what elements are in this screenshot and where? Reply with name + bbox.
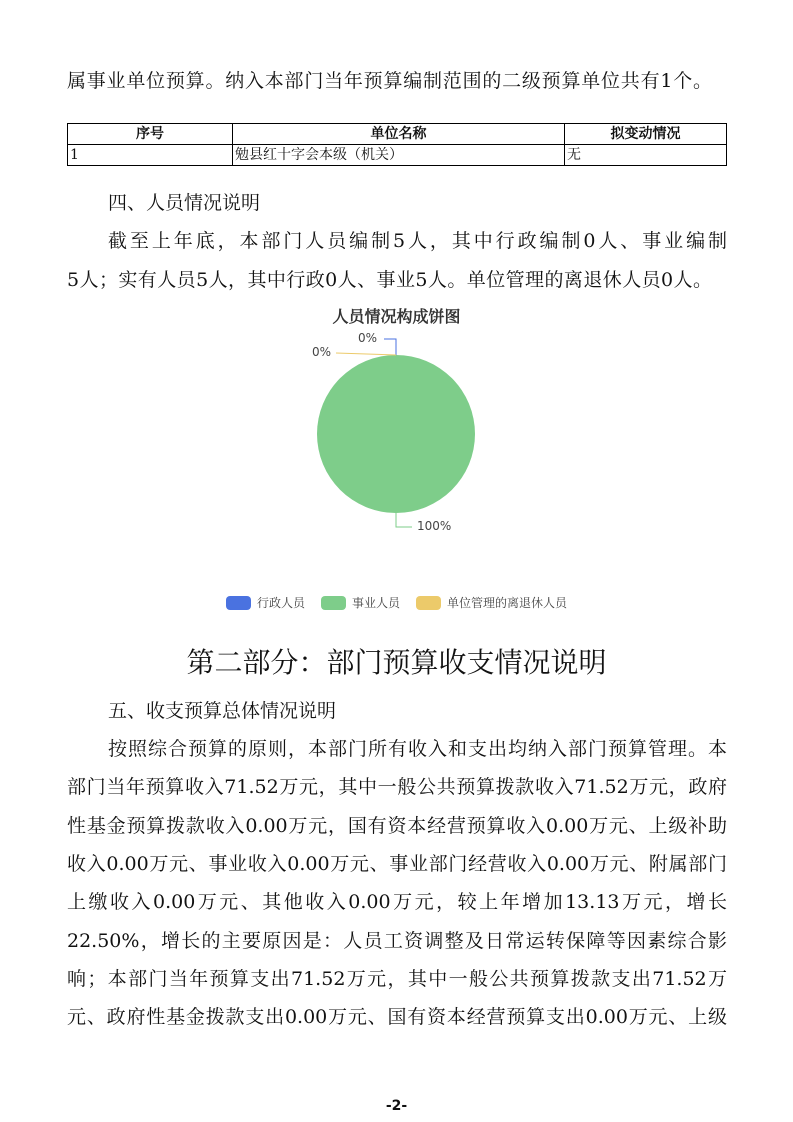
legend-label: 事业人员 (351, 596, 400, 610)
cell-change: 无 (565, 145, 727, 166)
section5-line-6: 22.50%，增长的主要原因是：人员工资调整及日常运转保障等因素综合影 (67, 929, 727, 952)
cell-index: 1 (68, 145, 233, 166)
part2-title: 第二部分：部门预算收支情况说明 (186, 646, 607, 679)
legend-item-admin[interactable] (226, 594, 305, 611)
legend-swatch (416, 596, 441, 610)
header-index: 序号 (68, 124, 233, 145)
page-number: -2- (385, 1098, 408, 1114)
section5-line-4: 收入0.00万元、事业收入0.00万元、事业部门经营收入0.00万元、附属部门 (67, 852, 727, 875)
legend-item-staff[interactable] (321, 594, 400, 611)
legend-swatch (226, 596, 251, 610)
leader-line-retired (336, 353, 396, 355)
cell-unit-name: 勉县红十字会本级（机关） (233, 145, 565, 166)
section5-heading: 五、收支预算总体情况说明 (108, 700, 337, 722)
chart-title: 人员情况构成饼图 (332, 307, 461, 326)
section4-line-2: 5人；实有人员5人，其中行政0人、事业5人。单位管理的离退休人员0人。 (67, 269, 712, 291)
section4-line-1: 截至上年底，本部门人员编制5人，其中行政编制0人、事业编制 (108, 230, 727, 252)
intro-line: 属事业单位预算。纳入本部门当年预算编制范围的二级预算单位共有1个。 (67, 70, 712, 92)
legend-label: 单位管理的离退休人员 (447, 596, 568, 610)
legend-item-retired[interactable] (416, 594, 567, 611)
header-unit-name: 单位名称 (233, 124, 565, 145)
pie-label-retired: 0% (312, 345, 332, 359)
section5-line-7: 响；本部门当年预算支出71.52万元，其中一般公共预算拨款支出71.52万 (67, 967, 727, 990)
pie-label-staff: 100% (417, 519, 452, 533)
section5-line-8: 元、政府性基金拨款支出0.00万元、国有资本经营预算支出0.00万元、上级 (67, 1006, 727, 1029)
section5-line-5: 上缴收入0.00万元、其他收入0.00万元，较上年增加13.13万元，增长 (67, 891, 727, 914)
section5-line-1: 按照综合预算的原则，本部门所有收入和支出均纳入部门预算管理。本 (108, 738, 727, 760)
section5-line-3: 性基金预算拨款收入0.00万元，国有资本经营预算收入0.00万元、上级补助 (67, 814, 727, 837)
header-change: 拟变动情况 (565, 124, 727, 145)
section5-line-2: 部门当年预算收入71.52万元，其中一般公共预算拨款收入71.52万元，政府 (67, 776, 727, 799)
pie-label-admin: 0% (358, 331, 378, 345)
chart-legend (0, 594, 793, 611)
leader-line-admin (384, 339, 396, 355)
legend-swatch (321, 596, 346, 610)
leader-line-staff (396, 512, 412, 527)
section4-heading: 四、人员情况说明 (108, 192, 261, 214)
legend-label: 行政人员 (256, 596, 305, 610)
